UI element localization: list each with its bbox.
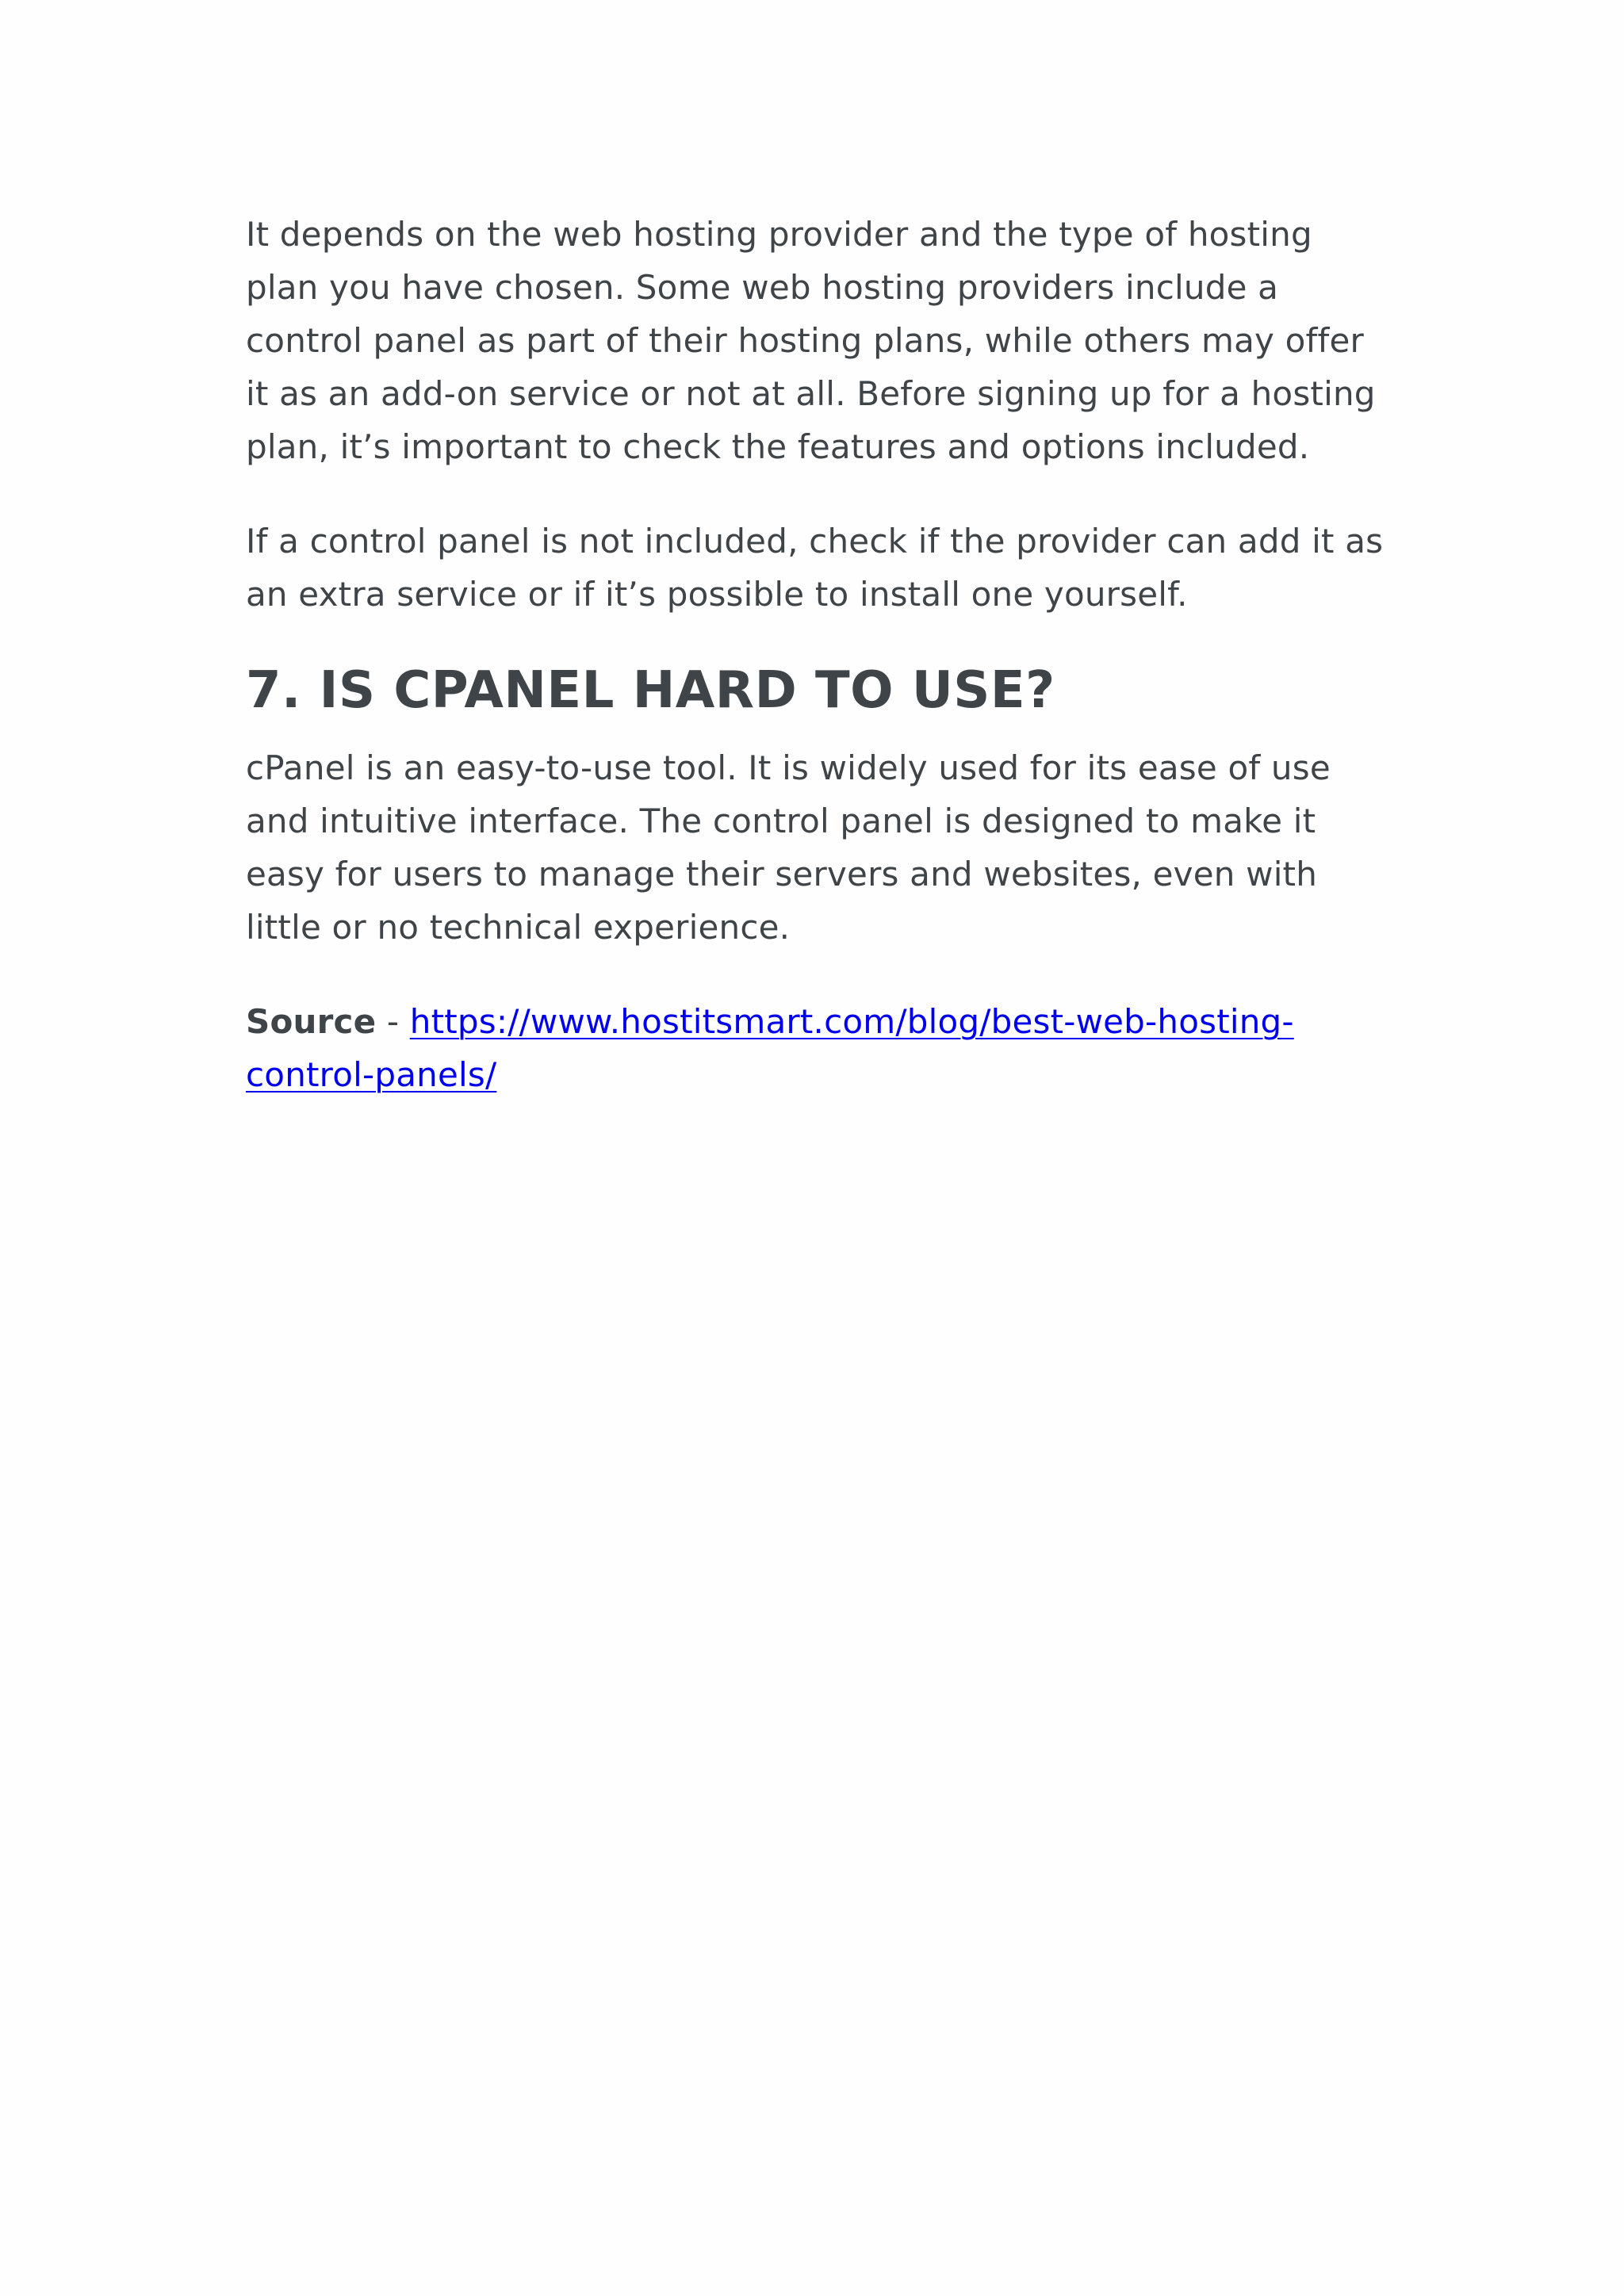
paragraph-control-panel-not-included: If a control panel is not included, check if the provider can add it as an extra service or if it’s possible to install one yourself. — [246, 522, 1384, 614]
source-link[interactable]: https://www.hostitsmart.com/blog/best-web-hosting-control-panels/ — [246, 1002, 1294, 1094]
paragraph-control-panel-availability: It depends on the web hosting provider and the type of hosting plan you have chosen. Some web hosting providers include a control panel as part of their hosting plans, while others may offer it as an add-on service or not at all. Before signing up for a hosting plan, it’s important to check the features and options included. — [246, 215, 1376, 466]
document-content — [246, 208, 1388, 1101]
source-separator: - — [376, 1002, 410, 1041]
source-line — [246, 995, 1388, 1101]
paragraph-cpanel-ease-of-use: cPanel is an easy-to-use tool. It is widely used for its ease of use and intuitive interface. The control panel is designed to make it easy for users to manage their servers and websites, even with little or no technical experience. — [246, 748, 1331, 947]
section-heading: 7. IS CPANEL HARD TO USE? — [246, 661, 1055, 720]
source-label: Source — [246, 1002, 377, 1041]
